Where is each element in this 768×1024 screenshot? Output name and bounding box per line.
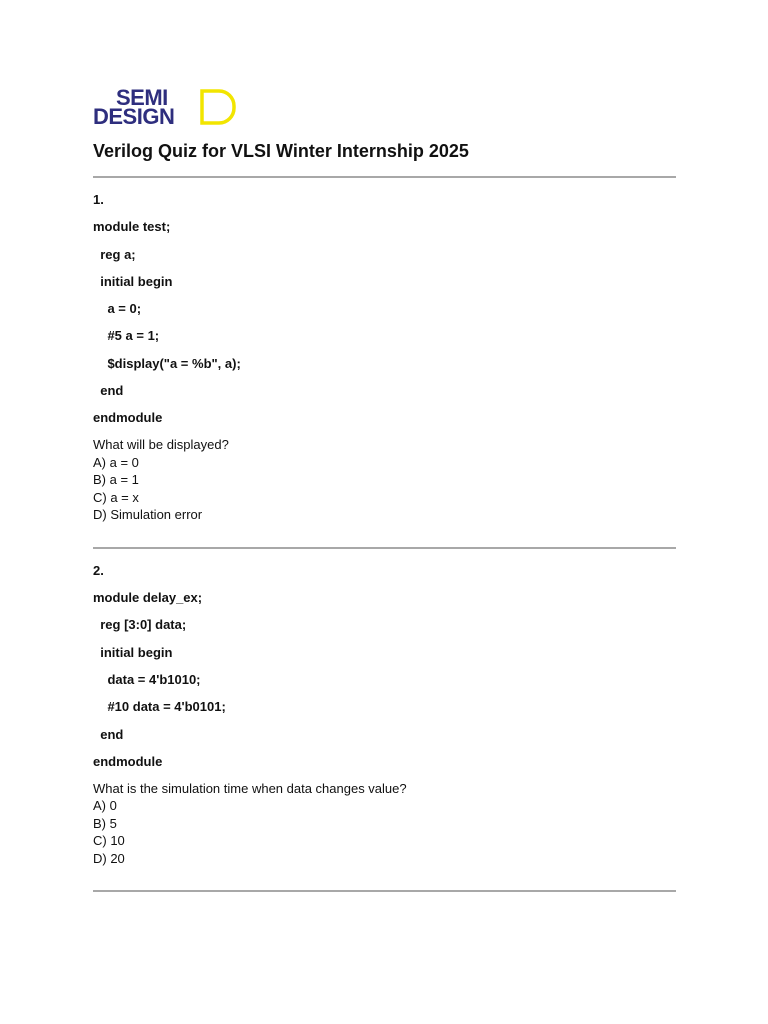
answer-option: A) a = 0 [93, 454, 139, 470]
answer-option: A) 0 [93, 798, 117, 814]
logo-line-2: DESIGN [93, 104, 175, 129]
code-line: module delay_ex; [93, 590, 203, 606]
document-title: Verilog Quiz for VLSI Winter Internship 2025 [93, 141, 469, 161]
answer-option: C) a = x [93, 489, 139, 505]
answer-option: C) 10 [93, 833, 125, 849]
code-line: #10 data = 4'b0101; [93, 699, 226, 715]
logo-line-1: SEMI [116, 85, 168, 110]
question-prompt: What will be displayed? [93, 437, 229, 453]
code-line: initial begin [93, 273, 173, 289]
code-line: initial begin [93, 644, 173, 660]
code-line: $display("a = %b", a); [93, 355, 241, 371]
company-logo [93, 86, 243, 128]
code-line: endmodule [93, 753, 163, 769]
logo-d-mark-icon [199, 88, 237, 126]
document-page [93, 86, 676, 892]
code-line: a = 0; [93, 301, 142, 317]
answer-option: D) Simulation error [93, 507, 203, 523]
question-number: 1. [93, 192, 104, 207]
answer-option: B) a = 1 [93, 472, 139, 488]
question-list [93, 178, 676, 892]
code-line: end [93, 726, 124, 742]
code-line: endmodule [93, 410, 163, 426]
code-line: reg [3:0] data; [93, 617, 187, 633]
code-line: end [93, 383, 124, 399]
question-number: 2. [93, 562, 104, 578]
code-line: module test; [93, 219, 171, 235]
question-block [93, 178, 676, 549]
answer-option: B) 5 [93, 815, 117, 831]
code-line: #5 a = 1; [93, 328, 160, 344]
code-line: data = 4'b1010; [93, 672, 201, 688]
answer-option: D) 20 [93, 850, 125, 866]
question-block [93, 549, 676, 893]
question-prompt: What is the simulation time when data changes value? [93, 780, 407, 796]
code-line: reg a; [93, 246, 136, 262]
divider [93, 890, 676, 892]
